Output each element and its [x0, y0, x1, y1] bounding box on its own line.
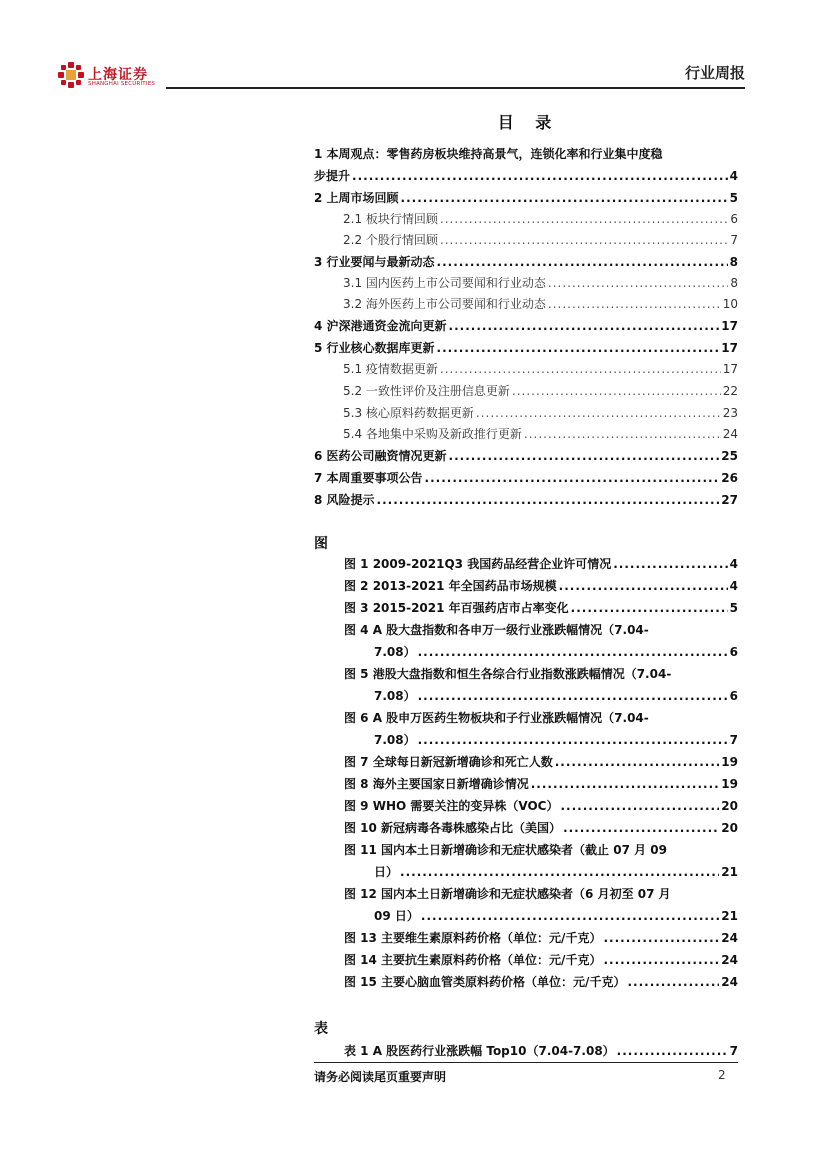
tables-heading: 表 — [314, 1021, 328, 1037]
figure-entry-11[interactable] — [374, 861, 738, 883]
leader-dots — [560, 795, 719, 817]
toc-entry-3-1[interactable] — [343, 272, 738, 294]
toc-entry-label: 5.2 一致性评价及注册信息更新 — [343, 384, 510, 398]
report-type-label: 行业周报 — [684, 64, 745, 82]
toc-entry-label: 2.2 个股行情回顾 — [343, 233, 438, 247]
figure-entry-label: 图 8 海外主要国家日新增确诊情况 — [344, 777, 529, 791]
figure-entry-page: 21 — [721, 909, 738, 923]
toc-entry-label: 5 行业核心数据库更新 — [314, 341, 435, 355]
figure-entry-11-line1[interactable]: 图 11 国内本土日新增确诊和无症状感染者（截止 07 月 09 — [344, 843, 667, 857]
toc-entry-5-2[interactable] — [343, 380, 738, 402]
toc-entry-1[interactable] — [314, 165, 738, 187]
figure-entry-page: 24 — [721, 931, 738, 945]
figure-entry-label: 图 1 2009-2021Q3 我国药品经营企业许可情况 — [344, 557, 612, 571]
toc-entry-label: 3.1 国内医药上市公司要闻和行业动态 — [343, 276, 546, 290]
toc-entry-page: 17 — [721, 341, 738, 355]
figure-entry-6-line1[interactable]: 图 6 A 股申万医药生物板块和子行业涨跌幅情况（7.04- — [344, 711, 649, 725]
figure-entry-12-line1[interactable]: 图 12 国内本土日新增确诊和无症状感染者（6 月初至 07 月 — [344, 887, 671, 901]
toc-entry-page: 8 — [729, 255, 738, 269]
figure-entry-13[interactable] — [344, 927, 738, 949]
footer-disclaimer: 请务必阅读尾页重要声明 — [314, 1070, 447, 1084]
figure-entry-label: 图 15 主要心脑血管类原料药价格（单位：元/千克） — [344, 975, 626, 989]
toc-entry-page: 23 — [722, 406, 738, 420]
toc-entry-label: 7 本周重要事项公告 — [314, 471, 423, 485]
figure-entry-page: 20 — [721, 821, 738, 835]
toc-entry-5-3[interactable] — [343, 402, 738, 424]
toc-entry-label: 5.1 疫情数据更新 — [343, 362, 438, 376]
leader-dots — [524, 423, 721, 445]
header-divider — [166, 87, 745, 89]
leader-dots — [440, 208, 728, 230]
leader-dots — [603, 949, 719, 971]
figure-entry-page: 24 — [721, 975, 738, 989]
footer-divider — [314, 1062, 738, 1063]
toc-entry-label: 5.4 各地集中采购及新政推行更新 — [343, 427, 522, 441]
table-entry-page: 7 — [729, 1044, 738, 1058]
figure-entry-15[interactable] — [344, 971, 738, 993]
toc-entry-label: 2.1 板块行情回顾 — [343, 212, 438, 226]
figure-entry-page: 21 — [721, 865, 738, 879]
toc-entry-page: 5 — [729, 191, 738, 205]
leader-dots — [418, 729, 728, 751]
figure-entry-4-line1[interactable]: 图 4 A 股大盘指数和各申万一级行业涨跌幅情况（7.04- — [344, 623, 649, 637]
leader-dots — [449, 445, 720, 467]
toc-entry-label: 3 行业要闻与最新动态 — [314, 255, 435, 269]
toc-entry-3[interactable] — [314, 251, 738, 273]
leader-dots — [421, 905, 719, 927]
figure-entry-label: 7.08） — [374, 689, 416, 703]
figure-entry-10[interactable] — [344, 817, 738, 839]
leader-dots — [449, 315, 720, 337]
logo-emblem-icon — [58, 62, 84, 88]
toc-entry-label: 3.2 海外医药上市公司要闻和行业动态 — [343, 297, 546, 311]
figure-entry-label: 日） — [374, 865, 399, 879]
toc-entry-label: 5.3 核心原料药数据更新 — [343, 406, 474, 420]
logo-text-cn: 上海证券 — [88, 67, 148, 83]
leader-dots — [425, 467, 720, 489]
toc-entry-8[interactable] — [314, 489, 738, 511]
toc-entry-3-2[interactable] — [343, 293, 738, 315]
toc-entry-page: 25 — [721, 449, 738, 463]
toc-entry-page: 26 — [721, 471, 738, 485]
leader-dots — [437, 337, 720, 359]
toc-entry-page: 8 — [730, 276, 738, 290]
figure-entry-2[interactable] — [344, 575, 738, 597]
figure-entry-label: 图 13 主要维生素原料药价格（单位：元/千克） — [344, 931, 602, 945]
figure-entry-label: 图 3 2015-2021 年百强药店市占率变化 — [344, 601, 569, 615]
figure-entry-page: 7 — [729, 733, 738, 747]
toc-entry-label: 8 风险提示 — [314, 493, 375, 507]
toc-entry-7[interactable] — [314, 467, 738, 489]
page-number: 2 — [718, 1068, 726, 1082]
leader-dots — [377, 489, 720, 511]
table-entry-label: 表 1 A 股医药行业涨跌幅 Top10（7.04-7.08） — [344, 1044, 615, 1058]
figure-entry-page: 24 — [721, 953, 738, 967]
leader-dots — [418, 641, 728, 663]
leader-dots — [400, 861, 719, 883]
figure-entry-8[interactable] — [344, 773, 738, 795]
toc-entry-page: 22 — [722, 384, 738, 398]
toc-entry-5-4[interactable] — [343, 423, 738, 445]
figure-entry-6[interactable] — [374, 729, 738, 751]
figure-entry-14[interactable] — [344, 949, 738, 971]
company-logo — [58, 62, 173, 92]
leader-dots — [440, 358, 721, 380]
figure-entry-12[interactable] — [374, 905, 738, 927]
toc-entry-page: 24 — [722, 427, 738, 441]
toc-entry-label: 4 沪深港通资金流向更新 — [314, 319, 447, 333]
leader-dots — [559, 575, 728, 597]
toc-entry-page: 27 — [721, 493, 738, 507]
figure-entry-label: 图 14 主要抗生素原料药价格（单位：元/千克） — [344, 953, 602, 967]
figure-entry-label: 图 7 全球每日新冠新增确诊和死亡人数 — [344, 755, 553, 769]
figure-entry-page: 4 — [729, 557, 738, 571]
figure-entry-page: 6 — [729, 689, 738, 703]
toc-entry-4[interactable] — [314, 315, 738, 337]
leader-dots — [617, 1040, 728, 1062]
toc-entry-page: 17 — [722, 362, 738, 376]
toc-entry-page: 7 — [730, 233, 738, 247]
leader-dots — [548, 293, 721, 315]
figure-entry-page: 19 — [721, 755, 738, 769]
leader-dots — [476, 402, 721, 424]
table-entry-1[interactable] — [344, 1040, 738, 1062]
toc-entry-5[interactable] — [314, 337, 738, 359]
toc-entry-2[interactable] — [314, 187, 738, 209]
toc-entry-label: 6 医药公司融资情况更新 — [314, 449, 447, 463]
figure-entry-1[interactable] — [344, 553, 738, 575]
figure-entry-page: 4 — [729, 579, 738, 593]
leader-dots — [603, 927, 719, 949]
logo-text-en: SHANGHAI SECURITIES — [88, 81, 156, 87]
toc-entry-1-line1[interactable]: 1 本周观点：零售药房板块维持高景气，连锁化率和行业集中度稳 — [314, 147, 663, 161]
leader-dots — [563, 817, 719, 839]
toc-entry-page: 6 — [730, 212, 738, 226]
figure-entry-page: 5 — [729, 601, 738, 615]
toc-entry-6[interactable] — [314, 445, 738, 467]
leader-dots — [571, 597, 728, 619]
leader-dots — [352, 165, 728, 187]
figure-entry-5[interactable] — [374, 685, 738, 707]
figure-entry-label: 7.08） — [374, 645, 416, 659]
figure-entry-5-line1[interactable]: 图 5 港股大盘指数和恒生各综合行业指数涨跌幅情况（7.04- — [344, 667, 672, 681]
leader-dots — [437, 251, 728, 273]
figures-heading: 图 — [314, 536, 328, 552]
leader-dots — [401, 187, 728, 209]
toc-entry-2-1[interactable] — [343, 208, 738, 230]
figure-entry-label: 图 2 2013-2021 年全国药品市场规模 — [344, 579, 557, 593]
figure-entry-page: 19 — [721, 777, 738, 791]
figure-entry-page: 6 — [729, 645, 738, 659]
toc-entry-label: 2 上周市场回顾 — [314, 191, 399, 205]
toc-entry-page: 10 — [722, 297, 738, 311]
leader-dots — [627, 971, 719, 993]
figure-entry-label: 图 9 WHO 需要关注的变异株（VOC） — [344, 799, 559, 813]
figure-entry-7[interactable] — [344, 751, 738, 773]
figure-entry-label: 图 10 新冠病毒各毒株感染占比（美国） — [344, 821, 562, 835]
figure-entry-3[interactable] — [344, 597, 738, 619]
leader-dots — [512, 380, 721, 402]
figure-entry-label: 09 日） — [374, 909, 419, 923]
toc-entry-2-2[interactable] — [343, 229, 738, 251]
toc-entry-page: 4 — [729, 169, 738, 183]
figure-entry-label: 7.08） — [374, 733, 416, 747]
leader-dots — [555, 751, 720, 773]
toc-entry-page: 17 — [721, 319, 738, 333]
figure-entry-page: 20 — [721, 799, 738, 813]
leader-dots — [418, 685, 728, 707]
leader-dots — [548, 272, 728, 294]
toc-entry-5-1[interactable] — [343, 358, 738, 380]
toc-title: 目 录 — [497, 113, 560, 132]
toc-entry-label: 步提升 — [314, 169, 351, 183]
figure-entry-9[interactable] — [344, 795, 738, 817]
figure-entry-4[interactable] — [374, 641, 738, 663]
leader-dots — [531, 773, 720, 795]
leader-dots — [613, 553, 727, 575]
leader-dots — [440, 229, 728, 251]
